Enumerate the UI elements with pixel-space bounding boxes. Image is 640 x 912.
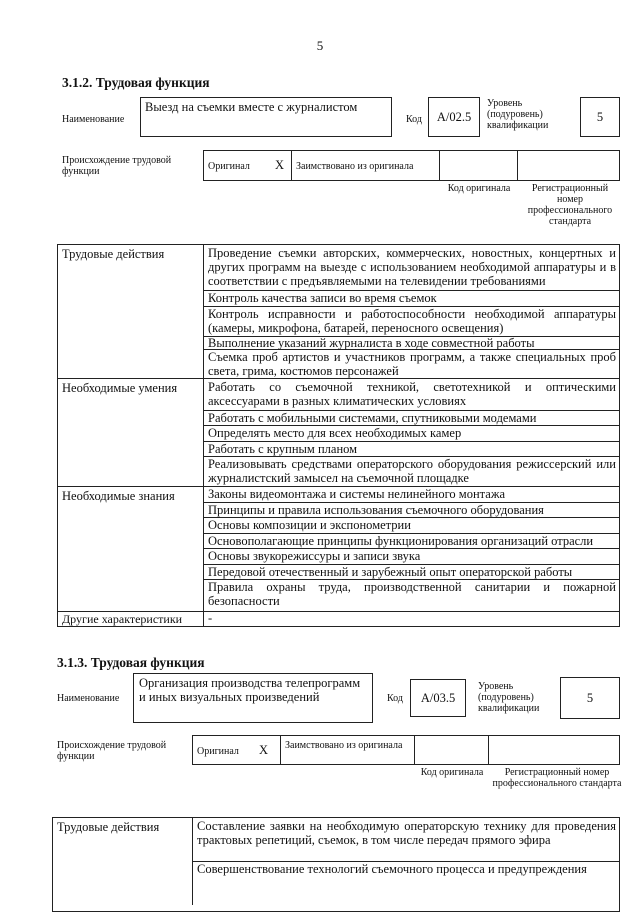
level-value-box: [580, 97, 620, 137]
borrowed-label: Заимствовано из оригинала: [296, 161, 414, 172]
name-value: Организация производства телепрограмм и иных визуальных произведений: [139, 676, 361, 704]
row-label-knowledge: Необходимые знания: [62, 489, 175, 503]
name-value-box: [133, 673, 373, 723]
list-item: Основополагающие принципы функционирования организаций отрасли: [208, 534, 594, 548]
list-item: Основы звукорежиссуры и записи звука: [208, 549, 421, 563]
level-value: 5: [586, 691, 594, 705]
code-value-box: [410, 679, 466, 717]
code-value: A/03.5: [420, 691, 456, 705]
list-item: Совершенствование технологий съемочного процесса и предупреждения: [197, 862, 587, 876]
page-number: 5: [316, 38, 324, 53]
original-mark: X: [275, 158, 285, 172]
list-item: Контроль качества записи во время съемок: [208, 291, 437, 305]
original-mark: X: [259, 743, 269, 757]
list-item: Реализовывать средствами операторского оборудования режиссерский или журналистский замысел на съемочной площадке: [208, 457, 616, 485]
level-label: Уровень (подуровень) квалификации: [478, 681, 540, 714]
row-label-labor-actions: Трудовые действия: [62, 247, 165, 261]
list-item: -: [208, 611, 213, 625]
code-original-caption: Код оригинала: [420, 767, 484, 778]
code-value: A/02.5: [436, 110, 472, 124]
list-item: Определять место для всех необходимых камер: [208, 426, 462, 440]
list-item: Контроль исправности и работоспособности необходимой аппаратуры (камеры, микрофона, батарей, переносного освещения): [208, 307, 616, 335]
row-label-labor-actions: Трудовые действия: [57, 820, 160, 834]
list-item: Основы композиции и экспонометрии: [208, 518, 411, 532]
code-original-caption: Код оригинала: [447, 183, 511, 194]
name-value: Выезд на съемки вместе с журналистом: [145, 100, 358, 114]
origin-label: Происхождение трудовой функции: [57, 740, 167, 762]
name-value-box: [140, 97, 392, 137]
reg-number-caption: Регистрационный номер профессионального стандарта: [492, 767, 622, 789]
origin-label: Происхождение трудовой функции: [62, 155, 172, 177]
row-label-skills: Необходимые умения: [62, 381, 178, 395]
original-label: Оригинал: [197, 746, 239, 757]
reg-number-caption: Регистрационный номер профессионального стандарта: [527, 183, 613, 227]
list-item: Съемка проб артистов и участников программ, а также специальных проб света, грима, костюмов персонажей: [208, 350, 616, 378]
list-item: Передовой отечественный и зарубежный опыт операторской работы: [208, 565, 573, 579]
name-label: Наименование: [57, 693, 120, 704]
original-label: Оригинал: [208, 161, 250, 172]
row-label-other: Другие характеристики: [62, 612, 183, 626]
list-item: Работать с крупным планом: [208, 442, 358, 456]
code-label: Код: [406, 114, 422, 125]
code-value-box: [428, 97, 480, 137]
list-item: Проведение съемки авторских, коммерческих, новостных, концертных и других программ на выезде с использованием необходимой аппаратуры и в соответствии с предъявляемыми на телевидении требованиями: [208, 246, 616, 288]
list-item: Законы видеомонтажа и системы нелинейного монтажа: [208, 487, 506, 501]
level-value-box: [560, 677, 620, 719]
name-label: Наименование: [62, 114, 125, 125]
list-item: Правила охраны труда, производственной санитарии и пожарной безопасности: [208, 580, 616, 608]
code-label: Код: [387, 693, 403, 704]
list-item: Принципы и правила использования съемочного оборудования: [208, 503, 544, 517]
level-label: Уровень (подуровень) квалификации: [487, 98, 549, 131]
section-heading: 3.1.2. Трудовая функция: [62, 75, 210, 90]
level-value: 5: [596, 110, 604, 124]
list-item: Работать с мобильными системами, спутниковыми модемами: [208, 411, 537, 425]
list-item: Выполнение указаний журналиста в ходе совместной работы: [208, 336, 535, 350]
section-heading: 3.1.3. Трудовая функция: [57, 655, 205, 670]
list-item: Работать со съемочной техникой, светотехникой и оптическими аксессуарами в разных климатических условиях: [208, 380, 616, 408]
borrowed-label: Заимствовано из оригинала: [285, 740, 403, 751]
list-item: Составление заявки на необходимую операторскую технику для проведения трактовых репетиций, съемок, в том числе передач прямого эфира: [197, 819, 616, 847]
